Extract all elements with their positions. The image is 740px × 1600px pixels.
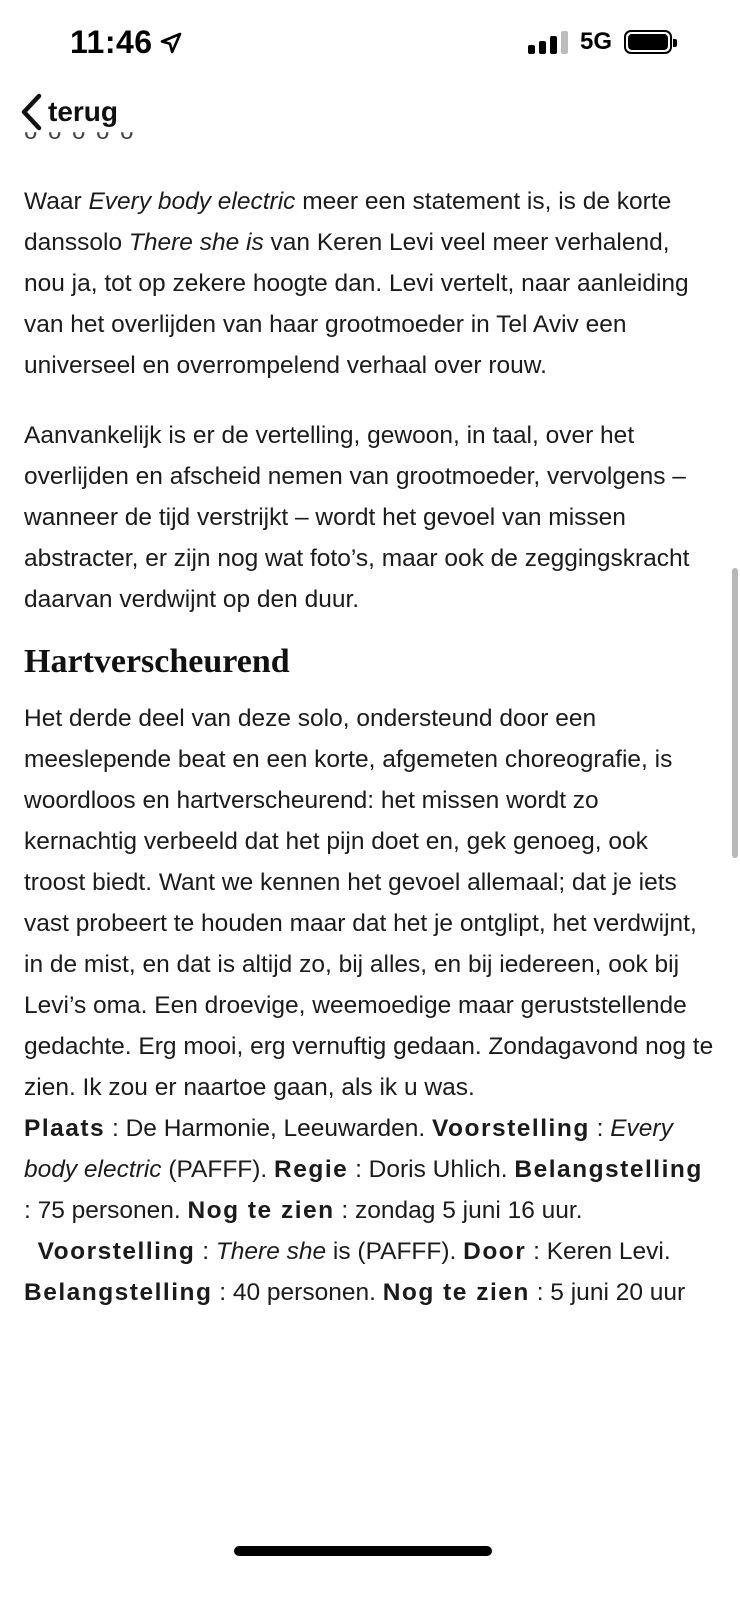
article-body <box>24 181 714 1313</box>
article-paragraph-2: Aanvankelijk is er de vertelling, gewoon, in taal, over het overlijden en afscheid nemen van grootmoeder, vervolgens – wanneer de tijd verstrijkt – wordt het gevoel van missen abstracter, er zijn nog wat foto’s, maar ook de zeggingskracht daarvan verdwijnt op den duur. <box>24 422 690 613</box>
performance-info-2: Voorstelling : There she is (PAFFF). Door : Keren Levi. Belangstelling : 40 personen. Nog te zien : 5 juni 20 uur <box>24 1238 686 1306</box>
clock-label: 11:46 <box>70 24 153 60</box>
cellular-signal-icon <box>528 30 568 54</box>
status-time <box>70 24 183 61</box>
battery-icon <box>624 30 672 54</box>
work-title: Every body electric <box>88 188 296 215</box>
performance-info-1: Plaats : De Harmonie, Leeuwarden. Voorstelling : Every body electric (PAFFF). Regie : Doris Uhlich. Belangstelling : 75 personen. Nog te zien : zondag 5 juni 16 uur. <box>24 1115 703 1224</box>
article-paragraph-3: Het derde deel van deze solo, ondersteund door een meeslepende beat en een korte, afgemeten choreografie, is woordloos en hartverscheurend: het missen wordt zo kernachtig verbeeld dat het pijn doet en, gek genoeg, ook troost biedt. Want we kennen het gevoel allemaal; dat je iets vast probeert te houden maar dat het je ontglipt, het verdwijnt, in de mist, en dat is altijd zo, bij alles, en bij iedereen, ook bij Levi’s oma. Een droevige, weemoedige maar geruststellende gedachte. Erg mooi, erg vernuftig gedaan. Zondagavond nog te zien. Ik zou er naartoe gaan, als ik u was. <box>24 705 714 1101</box>
network-type-label: 5G <box>579 28 612 55</box>
article-paragraph-1: Waar Every body electric meer een statement is, is de korte danssolo There she is van Keren Levi veel meer verhalend, nou ja, tot op zekere hoogte dan. Levi vertelt, naar aanleiding van het overlijden van haar grootmoeder in Tel Aviv een universeel en overrompelend verhaal over rouw. <box>24 188 689 379</box>
location-arrow-icon <box>159 31 183 55</box>
back-button-label: terug <box>48 96 118 127</box>
clipped-previous-line: ᴗ ᴗ ᴗ ᴗ ᴗ <box>24 118 136 145</box>
scrollbar[interactable] <box>732 568 738 858</box>
status-bar <box>0 0 740 90</box>
section-heading: Hartverscheurend <box>24 643 290 680</box>
work-title: There she is <box>128 229 264 256</box>
home-indicator[interactable] <box>234 1546 492 1556</box>
status-indicators <box>528 28 672 56</box>
